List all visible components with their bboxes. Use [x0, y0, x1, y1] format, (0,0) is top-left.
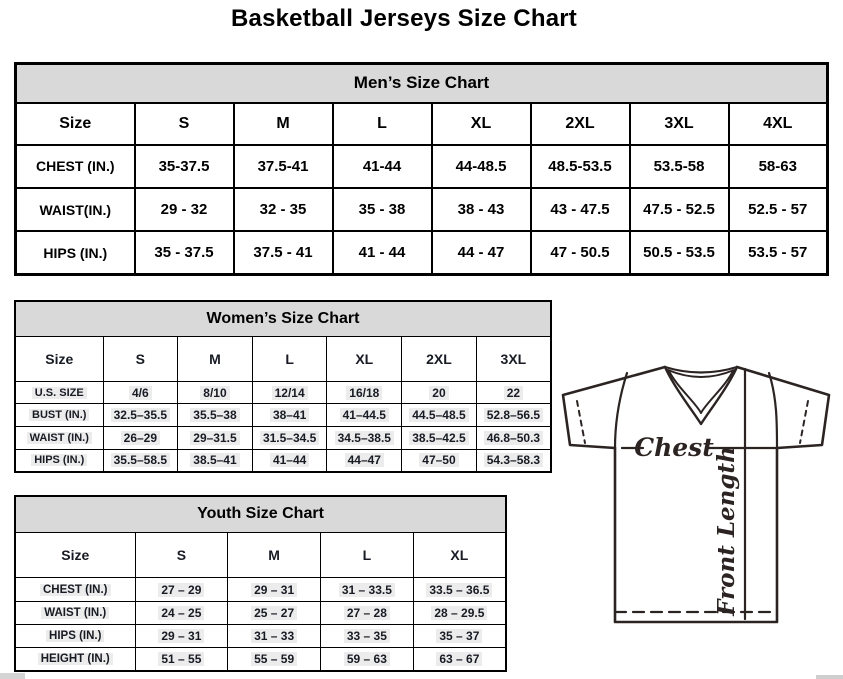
column-header: XL: [327, 336, 402, 381]
size-cell: 24 – 25: [135, 601, 228, 624]
jersey-collar-outer-v: [665, 367, 737, 424]
jersey-right-cuff-dash: [800, 401, 808, 443]
size-cell: 4/6: [103, 381, 178, 404]
size-cell: 35-37.5: [135, 145, 234, 188]
row-label: CHEST (IN.): [16, 145, 135, 188]
column-header: Size: [15, 532, 135, 578]
size-cell: 43 - 47.5: [531, 188, 630, 231]
row-label: WAIST (IN.): [15, 601, 135, 624]
jersey-left-seam: [615, 373, 627, 448]
size-cell: 44 - 47: [432, 231, 531, 274]
size-cell: 50.5 - 53.5: [630, 231, 729, 274]
row-label: CHEST (IN.): [15, 578, 135, 601]
size-cell: 29 - 32: [135, 188, 234, 231]
size-cell: 41–44: [252, 449, 327, 472]
size-cell: 44–47: [327, 449, 402, 472]
table-title: Youth Size Chart: [15, 496, 506, 532]
size-cell: 53.5-58: [630, 145, 729, 188]
cropped-content-fragment-left: [0, 673, 25, 679]
size-cell: 47 - 50.5: [531, 231, 630, 274]
size-cell: 38 - 43: [432, 188, 531, 231]
column-header: M: [228, 532, 321, 578]
column-header: XL: [413, 532, 506, 578]
size-cell: 27 – 29: [135, 578, 228, 601]
size-cell: 55 – 59: [228, 648, 321, 671]
size-cell: 44-48.5: [432, 145, 531, 188]
size-cell: 8/10: [178, 381, 253, 404]
row-label: BUST (IN.): [15, 404, 103, 427]
jersey-right-seam: [769, 373, 777, 448]
column-header: 2XL: [402, 336, 477, 381]
row-label: HEIGHT (IN.): [15, 648, 135, 671]
table-row: [15, 427, 551, 450]
size-cell: 27 – 28: [321, 601, 414, 624]
size-cell: 12/14: [252, 381, 327, 404]
column-header: XL: [432, 103, 531, 145]
row-label: HIPS (IN.): [16, 231, 135, 274]
size-cell: 41-44: [333, 145, 432, 188]
size-cell: 20: [402, 381, 477, 404]
row-label: WAIST(IN.): [16, 188, 135, 231]
jersey-collar-back: [665, 367, 737, 373]
column-header: S: [135, 532, 228, 578]
row-label: HIPS (IN.): [15, 624, 135, 647]
size-cell: 33.5 – 36.5: [413, 578, 506, 601]
column-header: Size: [15, 336, 103, 381]
size-cell: 29 – 31: [135, 624, 228, 647]
jersey-measurement-diagram: [556, 363, 840, 655]
table-header-row: [15, 532, 506, 578]
column-header: M: [178, 336, 253, 381]
size-cell: 53.5 - 57: [729, 231, 828, 274]
size-cell: 47.5 - 52.5: [630, 188, 729, 231]
table-row: [15, 601, 506, 624]
column-header: 4XL: [729, 103, 828, 145]
size-cell: 31 – 33.5: [321, 578, 414, 601]
table-header-row: [16, 103, 828, 145]
size-cell: 63 – 67: [413, 648, 506, 671]
column-header: S: [135, 103, 234, 145]
womens-size-table: [14, 300, 552, 473]
size-cell: 35 – 37: [413, 624, 506, 647]
size-cell: 16/18: [327, 381, 402, 404]
size-cell: 35 - 37.5: [135, 231, 234, 274]
size-cell: 48.5-53.5: [531, 145, 630, 188]
table-row: [15, 449, 551, 472]
cropped-content-fragment-right: [816, 675, 843, 679]
page-title: Basketball Jerseys Size Chart: [231, 5, 577, 32]
size-cell: 52.5 - 57: [729, 188, 828, 231]
size-cell: 54.3–58.3: [476, 449, 551, 472]
size-cell: 41–44.5: [327, 404, 402, 427]
column-header: L: [333, 103, 432, 145]
size-cell: 41 - 44: [333, 231, 432, 274]
table-row: [15, 648, 506, 671]
size-cell: 46.8–50.3: [476, 427, 551, 450]
size-cell: 34.5–38.5: [327, 427, 402, 450]
size-cell: 38.5–42.5: [402, 427, 477, 450]
table-row: [15, 578, 506, 601]
column-header: S: [103, 336, 178, 381]
size-cell: 25 – 27: [228, 601, 321, 624]
size-cell: 35.5–58.5: [103, 449, 178, 472]
column-header: L: [252, 336, 327, 381]
front-length-label: Front Length: [713, 446, 740, 616]
column-header: L: [321, 532, 414, 578]
table-row: [15, 404, 551, 427]
column-header: Size: [16, 103, 135, 145]
size-cell: 58-63: [729, 145, 828, 188]
size-cell: 44.5–48.5: [402, 404, 477, 427]
table-title: Men’s Size Chart: [16, 64, 828, 103]
size-cell: 51 – 55: [135, 648, 228, 671]
jersey-right-sleeve: [737, 367, 829, 448]
column-header: 3XL: [476, 336, 551, 381]
size-cell: 37.5-41: [234, 145, 333, 188]
size-cell: 33 – 35: [321, 624, 414, 647]
table-row: [15, 624, 506, 647]
row-label: HIPS (IN.): [15, 449, 103, 472]
jersey-body-outline: [615, 448, 777, 622]
row-label: WAIST (IN.): [15, 427, 103, 450]
table-row: [16, 188, 828, 231]
size-cell: 35.5–38: [178, 404, 253, 427]
row-label: U.S. SIZE: [15, 381, 103, 404]
table-row: [16, 231, 828, 274]
youth-size-table: [14, 495, 507, 672]
size-cell: 29 – 31: [228, 578, 321, 601]
column-header: 2XL: [531, 103, 630, 145]
column-header: 3XL: [630, 103, 729, 145]
size-cell: 38–41: [252, 404, 327, 427]
size-cell: 32 - 35: [234, 188, 333, 231]
table-title: Women’s Size Chart: [15, 301, 551, 336]
size-cell: 28 – 29.5: [413, 601, 506, 624]
size-cell: 38.5–41: [178, 449, 253, 472]
size-cell: 29–31.5: [178, 427, 253, 450]
table-header-row: [15, 336, 551, 381]
size-cell: 32.5–35.5: [103, 404, 178, 427]
size-cell: 31.5–34.5: [252, 427, 327, 450]
size-cell: 35 - 38: [333, 188, 432, 231]
size-cell: 47–50: [402, 449, 477, 472]
size-cell: 52.8–56.5: [476, 404, 551, 427]
chest-label: Chest: [634, 433, 714, 462]
size-cell: 31 – 33: [228, 624, 321, 647]
column-header: M: [234, 103, 333, 145]
jersey-left-cuff-dash: [577, 401, 585, 443]
size-cell: 26–29: [103, 427, 178, 450]
mens-size-table: [14, 62, 829, 276]
size-cell: 22: [476, 381, 551, 404]
table-row: [15, 381, 551, 404]
size-cell: 37.5 - 41: [234, 231, 333, 274]
table-row: [16, 145, 828, 188]
size-cell: 59 – 63: [321, 648, 414, 671]
